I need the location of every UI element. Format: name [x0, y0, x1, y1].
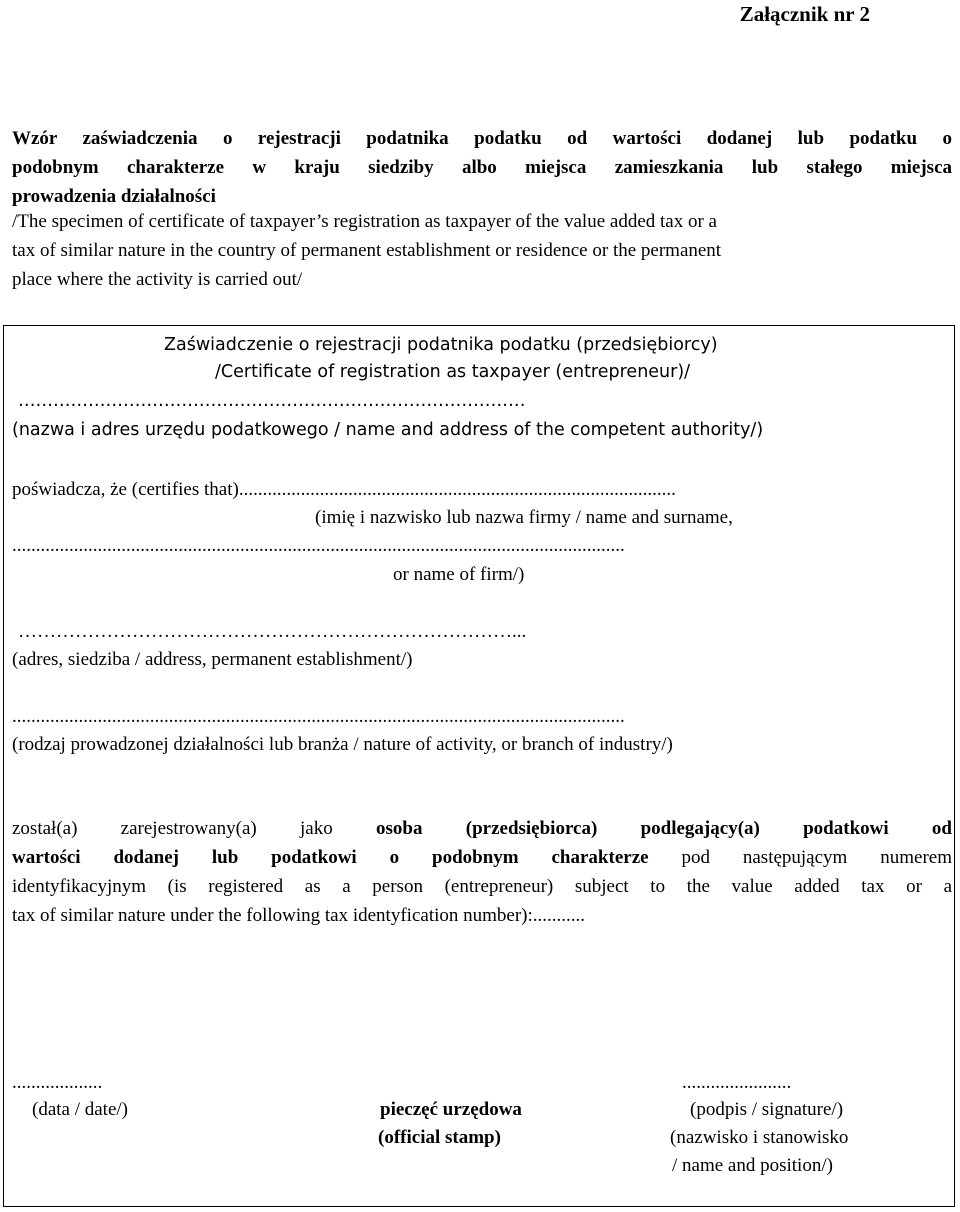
registration-statement	[12, 814, 952, 930]
registration-line-4: tax of similar nature under the following tax identyfication number):...........	[12, 905, 586, 926]
name-label: (imię i nazwisko lub nazwa firmy / name and surname,	[315, 507, 733, 528]
registration-bold-text: wartości dodanej lub podatkowi o podobnym charakterze	[12, 847, 649, 868]
authority-dots: ……………………………………………………………………………	[18, 391, 526, 411]
registration-line-3: identyfikacyjnym (is registered as a person (entrepreneur) subject to the value added tax or a	[12, 876, 952, 897]
official-stamp-label: pieczęć urzędowa	[380, 1099, 522, 1120]
heading-en-line: tax of similar nature in the country of permanent establishment or residence or the permanent	[12, 240, 722, 261]
official-stamp-label-en: (official stamp)	[378, 1127, 501, 1148]
certificate-title-en: /Certificate of registration as taxpayer (entrepreneur)/	[215, 362, 691, 382]
date-label: (data / date/)	[32, 1099, 129, 1120]
address-label: (adres, siedziba / address, permanent establishment/)	[12, 649, 413, 670]
heading-pl-line: prowadzenia działalności	[12, 186, 216, 207]
attachment-label: Załącznik nr 2	[739, 2, 870, 26]
position-label: (nazwisko i stanowisko	[670, 1127, 849, 1148]
registration-line-2	[12, 843, 952, 872]
registration-text: pod następującym numerem	[648, 847, 952, 868]
heading-pl-line: Wzór zaświadczenia o rejestracji podatnika podatku od wartości dodanej lub podatku o	[12, 128, 952, 149]
heading-pl-line: podobnym charakterze w kraju siedziby albo miejsca zamieszkania lub stałego miejsca	[12, 157, 952, 178]
date-dots: ...................	[12, 1072, 103, 1093]
certifies-line: poświadcza, że (certifies that)............................................................................................	[12, 479, 676, 500]
signature-dots: .......................	[682, 1072, 792, 1093]
registration-line-1	[12, 814, 952, 843]
activity-dots: .................................................................................................................................	[12, 706, 625, 727]
signature-label: (podpis / signature/)	[690, 1099, 844, 1120]
certificate-form-box	[3, 325, 955, 1207]
name-dots: .................................................................................................................................	[12, 535, 625, 556]
authority-label: (nazwa i adres urzędu podatkowego / name and address of the competent authority/)	[12, 420, 764, 440]
position-label-en: / name and position/)	[672, 1155, 833, 1176]
registration-text: został(a) zarejestrowany(a) jako	[12, 818, 377, 839]
heading-english	[12, 207, 952, 294]
certificate-title-pl: Zaświadczenie o rejestracji podatnika podatku (przedsiębiorcy)	[164, 335, 718, 355]
registration-bold-text: osoba (przedsiębiorca) podlegający(a) podatkowi od	[376, 818, 952, 839]
address-dots: ……………………………………………………………………...	[18, 621, 527, 642]
heading-en-line: place where the activity is carried out/	[12, 269, 303, 290]
heading-en-line: /The specimen of certificate of taxpayer’s registration as taxpayer of the value added tax or a	[12, 211, 717, 232]
firm-label: or name of firm/)	[393, 564, 525, 585]
heading-polish	[12, 124, 952, 211]
activity-label: (rodzaj prowadzonej działalności lub branża / nature of activity, or branch of industry/)	[12, 734, 673, 755]
